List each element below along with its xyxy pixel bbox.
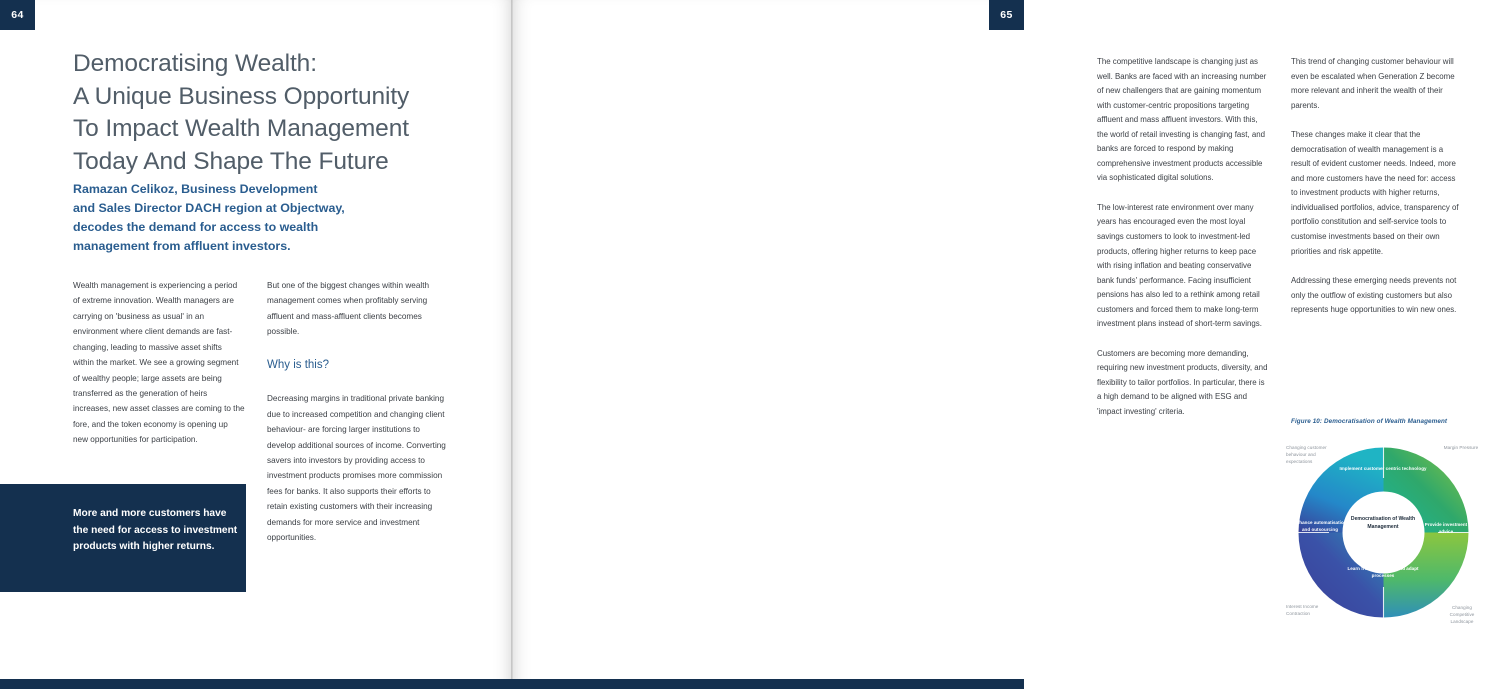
donut-hub: [1343, 492, 1425, 574]
paragraph: Wealth management is experiencing a period of extreme innovation. Wealth managers are carrying on 'business as usual' in an environment where client demands are fast-changing, leading to massive asset shifts within the market. We see a growing segment of wealthy people; large assets are being transferred as the generation of heirs increases, new asset classes are coming to the fore, and the token economy is opening up new opportunities for participation.: [73, 281, 245, 445]
paragraph: But one of the biggest changes within wealth management comes when profitably serving affluent and mass-affluent clients becomes possible.: [267, 281, 430, 337]
footer-bar-right: [512, 679, 1024, 689]
annotation-interest-income-contraction: Interest Income Contraction: [1286, 603, 1319, 616]
annotation-changing-customer-behaviour: Changing customer behaviour and expectations: [1286, 445, 1327, 465]
body-column-right-2: [1291, 55, 1463, 333]
annotation-margin-pressure: Margin Pressure: [1443, 445, 1479, 450]
byline-line-1: Ramazan Celikoz, Business Development: [73, 182, 318, 196]
donut-label-technology: Implement customer centric technology: [1339, 466, 1427, 471]
donut-label-advice: Provide investment advice: [1424, 522, 1468, 534]
annotation-changing-competitive-landscape: Changing Competitive Landscape: [1449, 604, 1475, 624]
donut-chart: [1281, 430, 1486, 635]
paragraph: Customers are becoming more demanding, requiring new investment products, diversity, and flexibility to tailor portfolios. In particular, there is a high demand to be aligned with ESG and 'impact investing' criteria.: [1097, 348, 1268, 417]
paragraph: Addressing these emerging needs prevents not only the outflow of existing customers but also represents huge opportunities to win new ones.: [1291, 276, 1457, 315]
paragraph: These changes make it clear that the democratisation of wealth management is a result of evident customer needs. Indeed, more and more customers have the need for: access to investment products with higher returns, individualised portfolios, advice, transparency of portfolio constitution and self-service tools to customise investments based on their own priorities and risk appetite.: [1291, 130, 1459, 256]
footer-bar-left: [0, 679, 512, 689]
body-column-left-1: [73, 278, 245, 463]
pull-quote-box: [0, 484, 246, 592]
donut-label-automation: Enhance automatisation and outsourcing: [1293, 520, 1347, 532]
paragraph: The low-interest rate environment over many years has encouraged even the most loyal savings customers to look to investment-led products, offering higher returns to keep pace with rising inflation and beating conservative bank funds' performance. Facing insufficient pensions has also led to a rethink among retail customers and forced them to make long-term investment plans instead of short-term savings.: [1097, 202, 1262, 329]
byline-line-3: decodes the demand for access to wealth: [73, 219, 319, 234]
page-number-right: 65: [989, 0, 1024, 30]
donut-center-label: Democratisation of Wealth Management: [1350, 516, 1416, 530]
figure-caption: Figure 10: Democratisation of Wealth Management: [1291, 418, 1448, 425]
byline-line-4: management from affluent investors.: [73, 238, 291, 253]
paragraph: This trend of changing customer behaviour will even be escalated when Generation Z become more relevant and inherit the wealth of their parents.: [1291, 57, 1455, 110]
paragraph: Decreasing margins in traditional private banking due to increased competition and changing client behaviour- are forcing larger institutions to develop additional sources of income. Converting savers into investors by providing access to investment products promises more commission fees for banks. It also supports their efforts to retain existing customers with their increasing demands for more service and investment opportunities.: [267, 394, 446, 543]
section-subheading: Why is this?: [267, 358, 329, 371]
byline: [73, 180, 403, 255]
byline-line-2: and Sales Director DACH region at Objectway,: [73, 200, 345, 215]
pull-quote-text: More and more customers have the need for access to investment products with higher returns.: [73, 508, 238, 553]
title-line-2: A Unique Business Opportunity: [73, 82, 410, 110]
page-title: [73, 48, 473, 178]
donut-label-learn: Learn from client data and adapt processes: [1347, 566, 1419, 578]
title-line-3: To Impact Wealth Management: [73, 115, 409, 143]
page-right: [512, 0, 1479, 689]
body-column-left-2: [267, 278, 447, 561]
page-gutter: [511, 0, 513, 689]
body-column-right-1: [1097, 55, 1269, 435]
title-line-4: Today And Shape The Future: [73, 147, 389, 175]
page-number-left: 64: [0, 0, 35, 30]
title-line-1: Democratising Wealth:: [73, 50, 317, 77]
paragraph: The competitive landscape is changing just as well. Banks are faced with an increasing number of new challengers that are gaining momentum with customer-centric propositions targeting affluent and mass affluent investors. With this, the world of retail investing is changing fast, and banks are forced to respond by making comprehensive investment products accessible via sophisticated digital solutions.: [1097, 57, 1267, 183]
page-left: [0, 0, 512, 689]
